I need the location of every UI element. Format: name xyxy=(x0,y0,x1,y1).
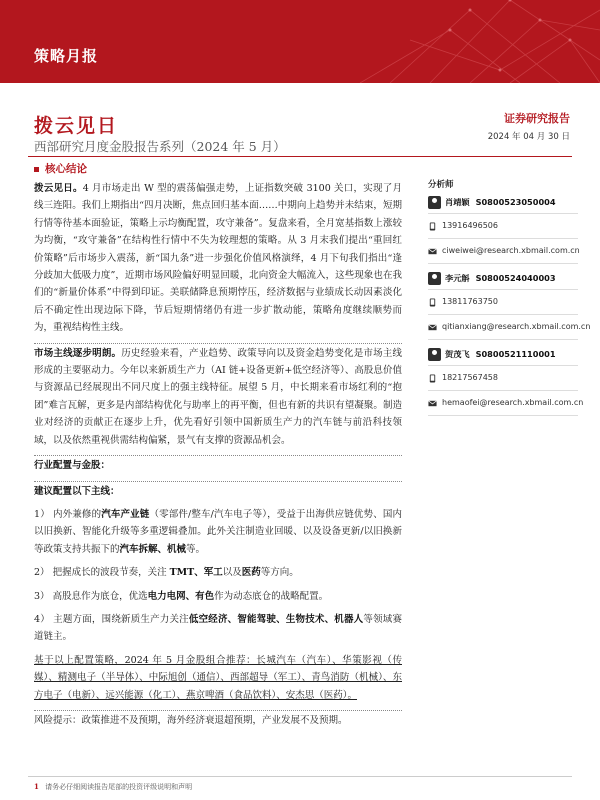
bullet-square-icon xyxy=(34,167,39,172)
report-subtitle: 西部研究月度金股报告系列（2024 年 5 月） xyxy=(34,139,286,154)
report-category: 策略月报 xyxy=(34,47,99,65)
phone-icon xyxy=(428,298,437,307)
banner-pattern xyxy=(270,0,600,83)
email-icon xyxy=(428,323,437,332)
disclaimer-text: 请务必仔细阅读报告尾部的投资评级说明和声明 xyxy=(45,783,193,791)
header-banner xyxy=(0,0,600,83)
analyst-cert: S0800521110001 xyxy=(475,349,556,359)
analyst-name: 李元斛 xyxy=(445,272,470,283)
report-body xyxy=(34,180,402,735)
phone-icon xyxy=(428,222,437,231)
section-allocation-heading: 建议配置以下主线： xyxy=(34,481,402,500)
analyst-email[interactable]: qitianxiang@research.xbmail.com.cn xyxy=(442,322,591,331)
analyst-avatar-icon xyxy=(428,272,441,285)
report-title: 拨云见日 xyxy=(34,115,119,137)
paragraph-mainline: 市场主线逐步明朗。历史经验来看，产业趋势、政策导向以及资金趋势变化是市场主线形成的主要驱动力。今年以来新质生产力（AI 链+设备更新+低空经济等）、高股息价值与资源品已经展现出不同尺度上的强主线特征。展望 5 月，中长期来看市场红利的“抱团”难言瓦解，更多是内部结构优化与助率上的再平衡，但也有新的共识有望凝聚。制造业对经济的贡献正在逐步上升，优先看好引领中国新质生产力的汽车链与前沿科技领域，以及依然重视供需结构偏紧，景气有支撑的资源品机会。 xyxy=(34,343,402,449)
analyst-avatar-icon xyxy=(428,196,441,209)
core-conclusion-label: 核心结论 xyxy=(34,161,87,176)
email-icon xyxy=(428,247,437,256)
email-icon xyxy=(428,399,437,408)
allocation-item-3: 3） 高股息作为底仓，优选电力电网、有色作为动态底仓的战略配置。 xyxy=(34,590,329,602)
risk-warning: 风险提示：政策推进不及预期，海外经济衰退超预期，产业发展不及预期。 xyxy=(34,710,402,729)
analyst-name: 贺茂飞 xyxy=(445,348,470,359)
report-type: 证券研究报告 xyxy=(504,112,570,125)
phone-icon xyxy=(428,374,437,383)
analyst-sidebar xyxy=(428,178,591,422)
page-number: 1 xyxy=(34,782,39,791)
analyst-cert: S0800524040003 xyxy=(475,273,556,283)
analyst-card xyxy=(428,270,591,340)
analyst-phone: 13916496506 xyxy=(442,221,498,230)
analyst-title: 分析师 xyxy=(428,180,454,190)
golden-stock-portfolio: 基于以上配置策略，2024 年 5 月金股组合推荐：长城汽车（汽车）、华策影视（传媒）、精测电子（半导体）、中际旭创（通信）、西部超导（军工）、青鸟消防（机械）、东方电子（电新）、远兴能源（化工）、燕京啤酒（食品饮料）、安杰思（医药）。 xyxy=(34,654,402,701)
analyst-name: 肖靖颖 xyxy=(445,196,470,207)
allocation-item-1: 1） 内外兼修的汽车产业链（零部件/整车/汽车电子等），受益于出海供应链优势、国内以旧换新、智能化升级等多重逻辑叠加。此外关注制造业回暖、以及设备更新/以旧换新等政策支持共振下的汽车拆解、机械等。 xyxy=(34,508,402,555)
analyst-avatar-icon xyxy=(428,348,441,361)
allocation-item-2: 2） 把握成长的波段节奏，关注 TMT、军工以及医药等方向。 xyxy=(34,567,299,579)
paragraph-overview: 拨云见日。4 月市场走出 W 型的震荡偏强走势，上证指数突破 3100 关口，实现了月线三连阳。我们上期指出“四月决断，焦点回归基本面……中期向上趋势并未结束，短期行情等待基本面验证，策略上示均衡配置，攻守兼备”。复盘来看，全月宽基指数上涨较为均衡，“攻守兼备”在结构性行情中不失为较理想的策略。从 3 月末我们提出“重回红价策略”后市场步入震荡，新“国九条”进一步强化价值风格演绎，4 月下旬我们指出“逢分歧加大低吸力度”，近期市场风险偏好明显回暖，北向资金大幅流入，这些现象也在我们的“新量价体系”中得到印证。美联储降息预期悖压，经济数据与业绩成长动因素淡化后不确定性出现边际下降，节后短期情绪仍有进一步扩散动能，策略角度继续顺势而为，重视结构性主线。 xyxy=(34,183,402,334)
analyst-email[interactable]: ciweiwei@research.xbmail.com.cn xyxy=(442,246,580,255)
section-industry-heading: 行业配置与金股： xyxy=(34,455,402,474)
analyst-card xyxy=(428,194,578,264)
allocation-item-4: 4） 主题方面，围绕新质生产力关注低空经济、智能驾驶、生物技术、机器人等领域赛道链主。 xyxy=(34,613,402,643)
report-date: 2024 年 04 月 30 日 xyxy=(487,132,570,142)
analyst-email[interactable]: hemaofei@research.xbmail.com.cn xyxy=(442,398,584,407)
analyst-phone: 18217567458 xyxy=(442,373,498,382)
footer-divider xyxy=(28,776,572,777)
title-divider xyxy=(28,156,572,157)
analyst-phone: 13811763750 xyxy=(442,297,498,306)
page-footer xyxy=(34,782,192,792)
analyst-card xyxy=(428,346,584,416)
analyst-cert: S0800523050004 xyxy=(475,197,556,207)
